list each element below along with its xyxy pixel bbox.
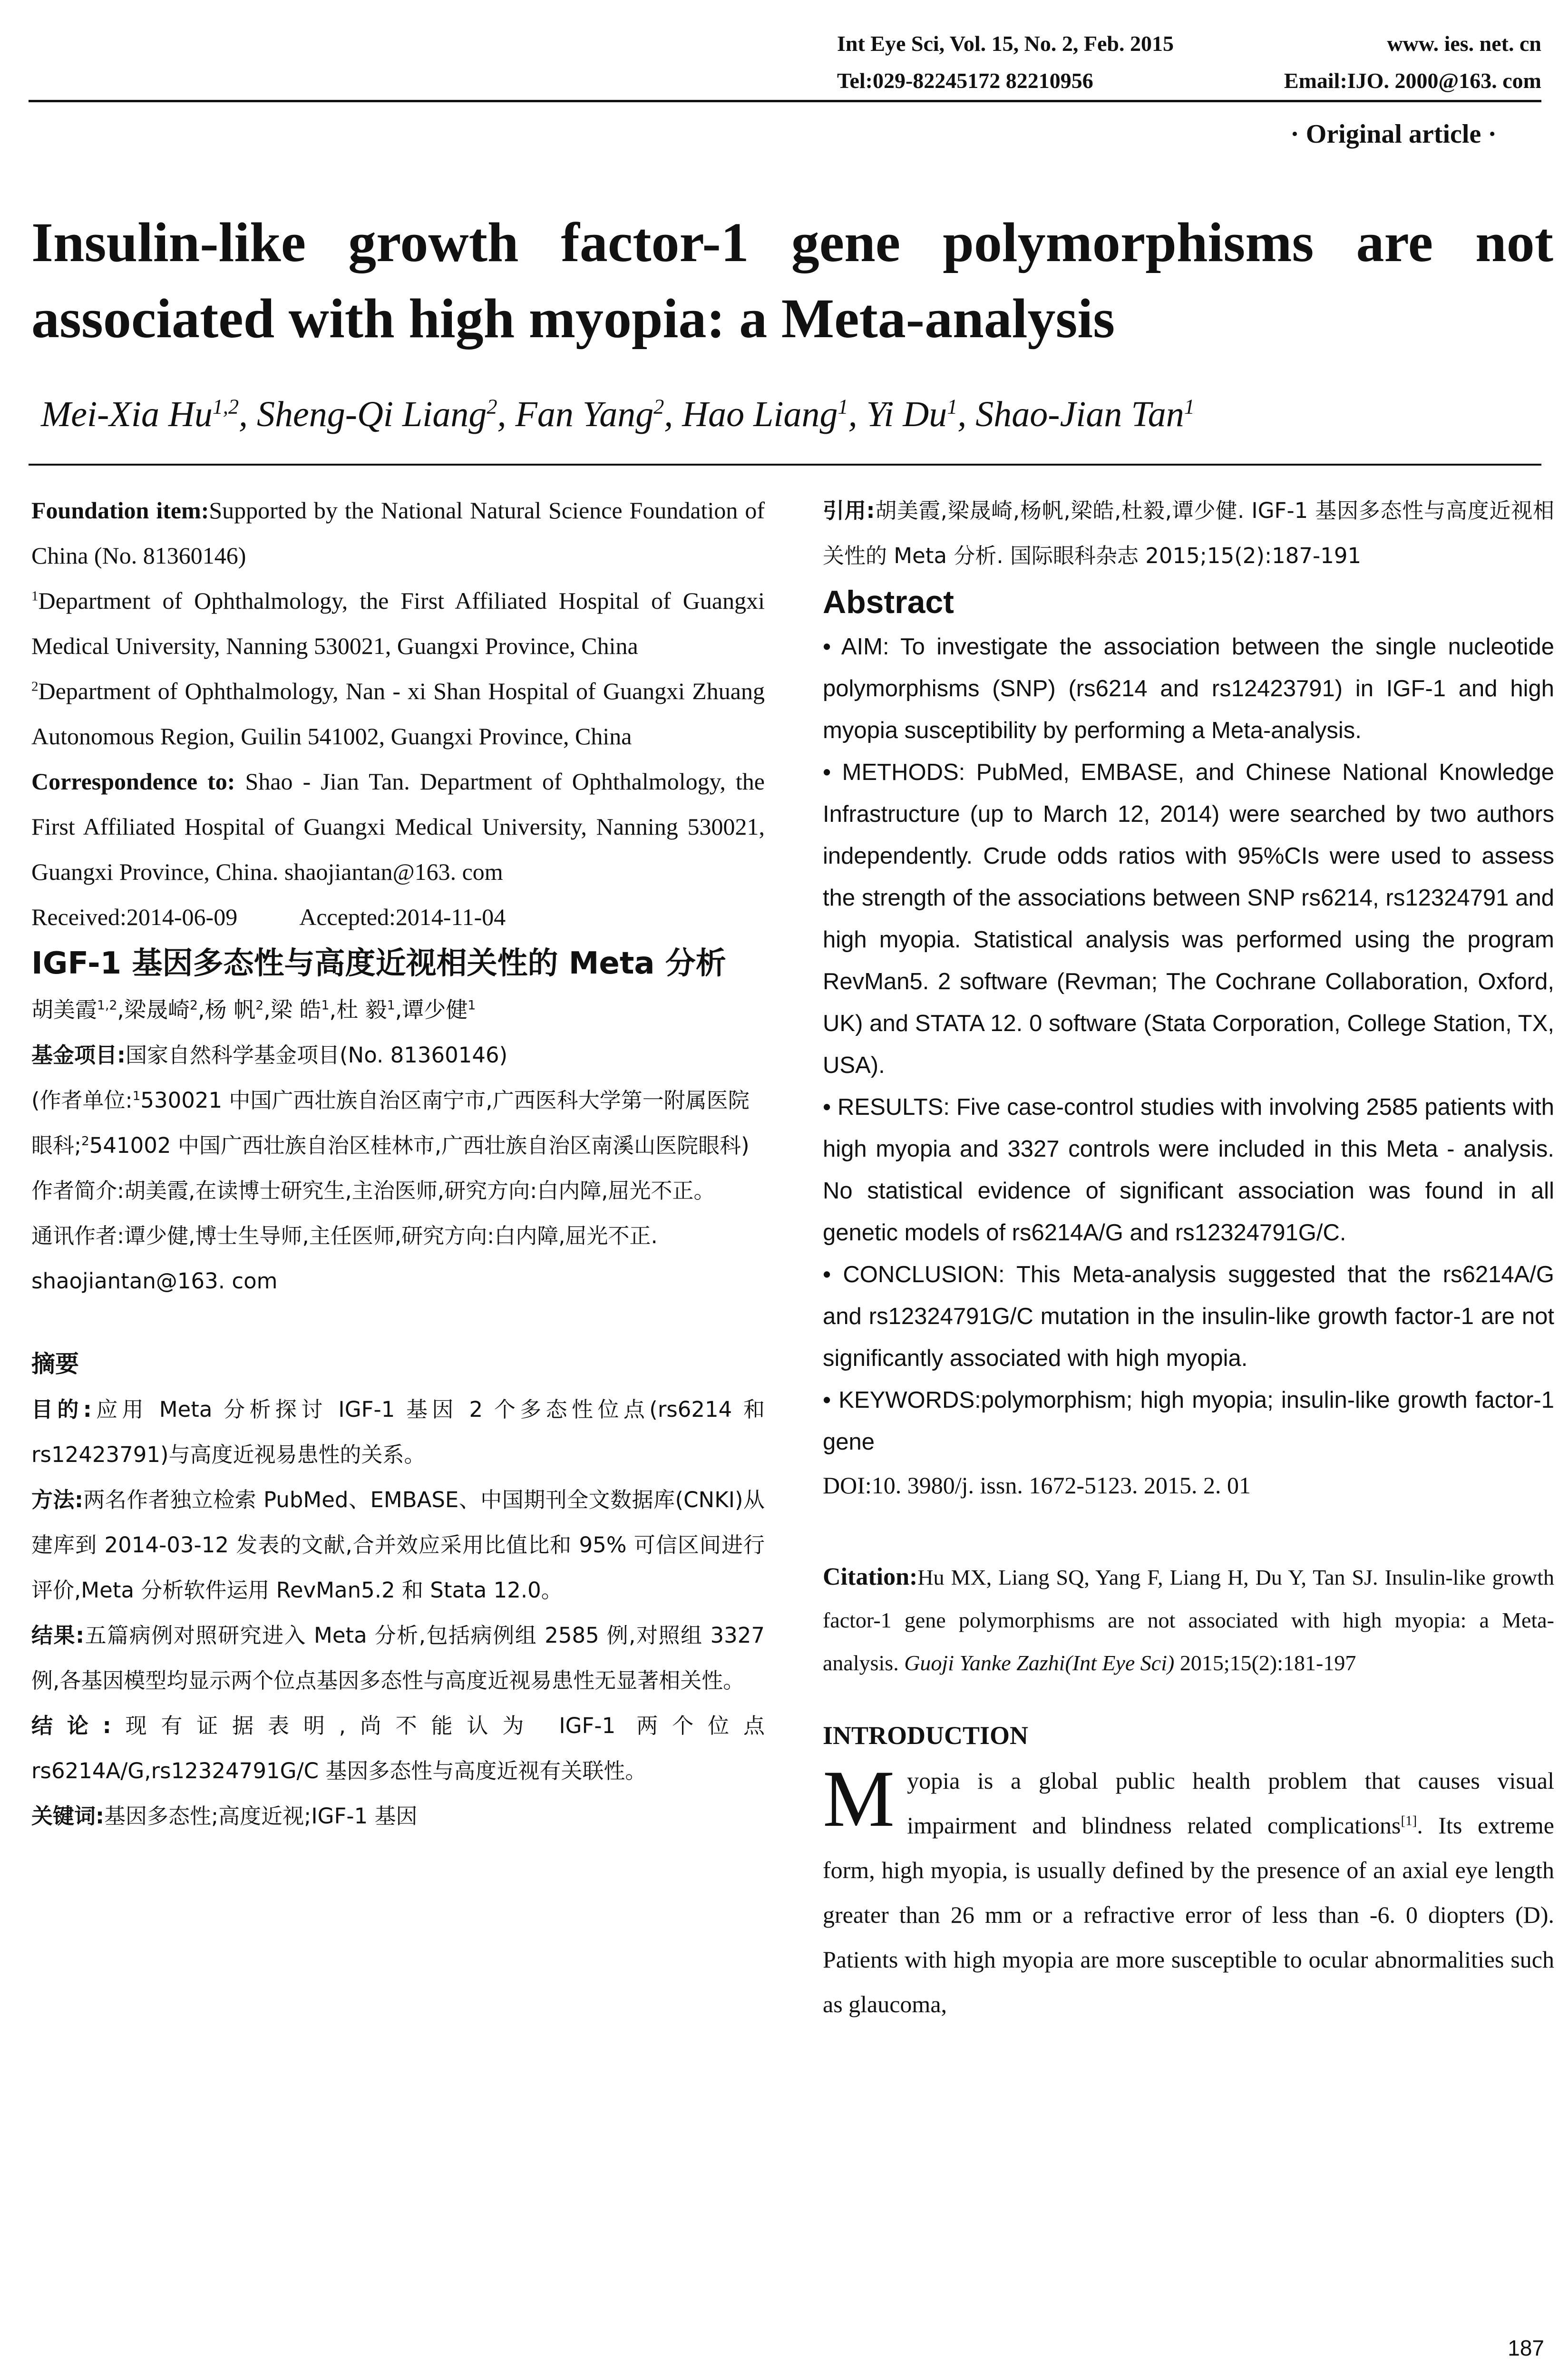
affiliation-2: $^2$Department of Ophthalmology, Nan - xi Shan Hospital of Guangxi Zhuang Autonomous Region, Guilin 541002, Guangxi Province, China [31,678,765,750]
citation: Citation:Hu MX, Liang SQ, Yang F, Liang H, Du Y, Tan SJ. Insulin-like growth factor-1 gene polymorphisms are not associated with high myopia: a Meta-analysis. Guoji Yanke Zazhi(Int Eye Sci) 2015;15(2):181-197 [823,1563,1554,1675]
left-column [31,488,765,1839]
zh-fund: 基金项目:国家自然科学基金项目(No. 81360146) [31,1042,508,1068]
zh-unit: (作者单位:$^1$530021 中国广西壮族自治区南宁市,广西医科大学第一附属医院眼科;$^2$541002 中国广西壮族自治区桂林市,广西壮族自治区南溪山医院眼科) [31,1088,750,1158]
author: Shao-Jian Tan$^1$ [975,394,1195,434]
zh-corr: 通讯作者:谭少健,博士生导师,主任医师,研究方向:白内障,屈光不正. shaojiantan@163. com [31,1223,658,1294]
correspondence: Correspondence to: Shao - Jian Tan. Department of Ophthalmology, the First Affiliated Hospital of Guangxi Medical University, Nanning 530021, Guangxi Province, China. shaojiantan@163. com [31,768,765,885]
zh-keywords: 关键词:基因多态性;高度近视;IGF-1 基因 [31,1803,418,1829]
journal-email: Email:IJO. 2000@163. com [1284,68,1541,93]
journal-website: www. ies. net. cn [1387,31,1541,56]
abstract-conclusion: • CONCLUSION: This Meta-analysis suggested that the rs6214A/G and rs12324791G/C mutation in the insulin-like growth factor-1 are not significantly associated with high myopia. [823,1262,1554,1371]
right-column [823,488,1554,2026]
zh-bio: 作者简介:胡美霞,在读博士研究生,主治医师,研究方向:白内障,屈光不正。 [31,1178,715,1203]
introduction-text: Myopia is a global public health problem that causes visual impairment and blindness related complications[1]. Its extreme form, high myopia, is usually defined by the presence of an axial eye length greater than 26 mm or a refractive error of less than -6. 0 diopters (D). Patients with high myopia are more susceptible to ocular abnormalities such as glaucoma, [823,1754,1554,2017]
zh-abstract-head: 摘要 [31,1350,79,1378]
zh-citation: 引用:胡美霞,梁晟崎,杨帆,梁皓,杜毅,谭少健. IGF-1 基因多态性与高度近视相关性的 Meta 分析. 国际眼科杂志 2015;15(2):187-191 [823,498,1554,568]
article-type: · Original article · [1290,119,1497,149]
introduction-heading: INTRODUCTION [823,1721,1029,1750]
abstract-body [823,626,1554,1463]
foundation-item: Foundation item:Supported by the National Natural Science Foundation of China (No. 81360146) [31,497,765,569]
author-rule [29,464,1541,466]
zh-authors: 胡美霞$^{1,2}$,梁晟崎$^2$,杨 帆$^2$,梁 皓$^1$,杜 毅$^1$,谭少健$^1$ [31,997,476,1023]
journal-citation: Int Eye Sci, Vol. 15, No. 2, Feb. 2015 [837,31,1174,56]
author: Fan Yang$^2$, [515,394,682,434]
zh-aim: 目的:应用 Meta 分析探讨 IGF-1 基因 2 个多态性位点(rs6214 和 rs12423791)与高度近视易患性的关系。 [31,1397,765,1467]
header-rule [29,100,1541,102]
zh-result: 结果:五篇病例对照研究进入 Meta 分析,包括病例组 2585 例,对照组 3327 例,各基因模型均显示两个位点基因多态性与高度近视易患性无显著相关性。 [31,1623,765,1693]
zh-method: 方法:两名作者独立检索 PubMed、EMBASE、中国期刊全文数据库(CNKI)从建库到 2014-03-12 发表的文献,合并效应采用比值比和 95% 可信区间进行评价,Meta 分析软件运用 RevMan5.2 和 Stata 12.0。 [31,1487,765,1603]
page-number: 187 [1508,2336,1544,2360]
abstract-heading: Abstract [823,584,954,620]
abstract-methods: • METHODS: PubMed, EMBASE, and Chinese National Knowledge Infrastructure (up to March 12, 2014) were searched by two authors independently. Crude odds ratios with 95%CIs were used to assess the strength of the associations between SNP rs6214, rs12324791 and high myopia. Statistical analysis was performed using the program RevMan5. 2 software (Revman; The Cochrane Collaboration, Oxford, UK) and STATA 12. 0 software (Stata Corporation, College Station, TX, USA). [823,760,1554,1078]
dates: Received:2014-06-09 Accepted:2014-11-04 [31,904,506,930]
author: Mei-Xia Hu$^{1,2}$, [41,394,257,434]
author: Hao Liang$^1$, [682,394,867,434]
affiliation-1: $^1$Department of Ophthalmology, the First Affiliated Hospital of Guangxi Medical University, Nanning 530021, Guangxi Province, China [31,587,765,659]
reference-link[interactable]: [1] [1401,1813,1417,1829]
abstract-keywords: • KEYWORDS:polymorphism; high myopia; insulin-like growth factor-1 gene [823,1387,1555,1455]
abstract-aim: • AIM: To investigate the association between the single nucleotide polymorphisms (SNP) (rs6214 and rs12423791) in IGF-1 and high myopia susceptibility by performing a Meta-analysis. [823,634,1555,743]
article-title: Insulin-like growth factor-1 gene polymorphisms are not associated with high myopia: a Meta-analysis [31,211,1553,350]
doi[interactable]: DOI:10. 3980/j. issn. 1672-5123. 2015. 2. 01 [823,1472,1251,1499]
zh-title: IGF-1 基因多态性与高度近视相关性的 Meta 分析 [31,946,726,981]
author: Sheng-Qi Liang$^2$, [257,394,516,434]
abstract-results: • RESULTS: Five case-control studies with involving 2585 patients with high myopia and 3327 controls were included in this Meta - analysis. No statistical evidence of significant association was found in all genetic models of rs6214A/G and rs12324791G/C. [823,1094,1554,1246]
journal-tel: Tel:029-82245172 82210956 [837,68,1093,93]
author: Yi Du$^1$, [866,394,976,434]
author-list [41,394,1195,435]
drop-cap: M [823,1754,895,1843]
zh-conclusion: 结论:现有证据表明,尚不能认为 IGF-1 两个位点 rs6214A/G,rs12324791G/C 基因多态性与高度近视有关联性。 [31,1713,765,1783]
